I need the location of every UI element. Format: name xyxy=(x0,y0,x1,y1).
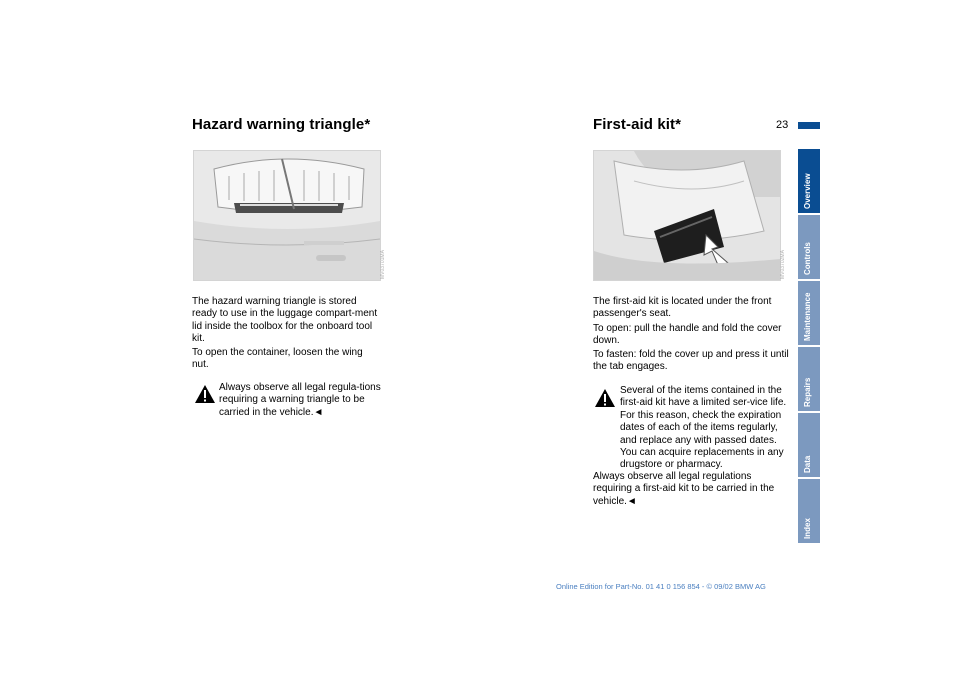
image-code: MV03701MA xyxy=(380,250,386,279)
image-code: MV03702MA xyxy=(780,250,786,279)
tab-label: Data xyxy=(803,455,812,473)
first-aid-paragraph-1: The first-aid kit is located under the front passenger's seat. xyxy=(593,296,772,320)
tab-label: Repairs xyxy=(803,377,812,407)
tab-overview[interactable] xyxy=(798,149,820,213)
hazard-triangle-warning: Always observe all legal regula-tions requiring a warning triangle to be carried in the vehicle.◄ xyxy=(219,382,381,418)
footer-edition-note: Online Edition for Part-No. 01 41 0 156 854 - © 09/02 BMW AG xyxy=(556,582,766,591)
tab-label: Maintenance xyxy=(803,292,812,341)
tab-label: Controls xyxy=(803,242,812,275)
section-title-first-aid-kit: First-aid kit* xyxy=(593,116,682,133)
first-aid-warning: Several of the items contained in the first-aid kit have a limited ser-vice life. For this reason, check the expiration dates of each of the items regularly, and replace any with passed dates. You can acquire replacements in any drugstore or pharmacy. xyxy=(620,385,787,471)
hazard-triangle-paragraph-1: The hazard warning triangle is stored ready to use in the luggage compart-ment lid inside the toolbox for the onboard tool kit. xyxy=(192,296,378,345)
first-aid-kit-photo xyxy=(593,150,781,281)
first-aid-paragraph-2: To open: pull the handle and fold the cover down. xyxy=(593,323,782,347)
tab-repairs[interactable] xyxy=(798,347,820,411)
tab-label: Index xyxy=(803,518,812,539)
page-marker-bar xyxy=(798,122,820,129)
hazard-triangle-paragraph-2: To open the container, loosen the wing nut. xyxy=(192,347,363,371)
tab-maintenance[interactable] xyxy=(798,281,820,345)
section-title-hazard-triangle: Hazard warning triangle* xyxy=(192,116,371,133)
first-aid-paragraph-3: To fasten: fold the cover up and press it until the tab engages. xyxy=(593,349,789,373)
page-number: 23 xyxy=(776,119,789,131)
hazard-triangle-photo xyxy=(193,150,381,281)
tab-controls[interactable] xyxy=(798,215,820,279)
chapter-tabs xyxy=(798,149,820,545)
tab-index[interactable] xyxy=(798,479,820,543)
tab-label: Overview xyxy=(803,173,812,209)
first-aid-warning-continued: Always observe all legal regulations requiring a first-aid kit to be carried in the vehicle.◄ xyxy=(593,471,775,507)
tab-data[interactable] xyxy=(798,413,820,477)
